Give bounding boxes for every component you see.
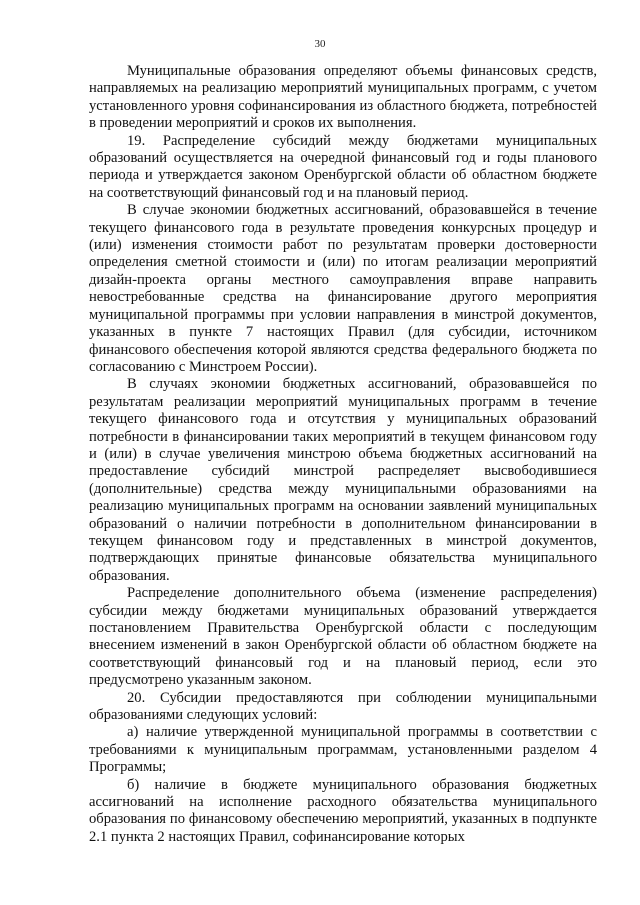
paragraph-additional-volume: Распределение дополнительного объема (изменение распределения) субсидии между бюджетами муниципальных образований утверждается постановлением Правительства Оренбургской области с последующим внесением изменений в закон Оренбургской области об областном бюджете на соответствующий финансовый год и на плановый период, если это предусмотрено указанным законом. [89,585,597,689]
paragraph-condition-a: а) наличие утвержденной муниципальной программы в соответствии с требованиями к муниципальным программам, установленными разделом 4 Программы; [89,724,597,776]
paragraph-savings-redistribution: В случаях экономии бюджетных ассигнований, образовавшейся по результатам реализации мероприятий муниципальных программ в течение текущего финансового года и отсутствия у муниципальных образований потребности в финансировании таких мероприятий в текущем финансовом году и (или) в случае увеличения минстрою объема бюджетных ассигнований на предоставление субсидий минстрой распределяет высвободившиеся (дополнительные) средства между муниципальными образованиями на реализацию муниципальных программ на основании заявлений муниципальных образований о наличии потребности в дополнительном финансировании в текущем финансовом году и представленных в минстрой документов, подтверждающих принятые финансовые обязательства муниципального образования. [89,376,597,584]
page-number: 30 [314,38,326,50]
paragraph-20-conditions: 20. Субсидии предоставляются при соблюдении муниципальными образованиями следующих условий: [89,689,597,724]
document-body [89,63,597,846]
paragraph-funding-volumes: Муниципальные образования определяют объемы финансовых средств, направляемых на реализацию мероприятий муниципальных программ, с учетом установленного уровня софинансирования из областного бюджета, потребностей в проведении мероприятий и сроков их выполнения. [89,63,597,132]
paragraph-19-distribution: 19. Распределение субсидий между бюджетами муниципальных образований осуществляется на очередной финансовый год и годы планового периода и утверждается законом Оренбургской области об областном бюджете на соответствующий финансовый год и на плановый период. [89,132,597,201]
paragraph-savings-redirect: В случае экономии бюджетных ассигнований, образовавшейся в течение текущего финансового года в результате проведения конкурсных процедур и (или) изменения стоимости работ по результатам проверки достоверности определения сметной стоимости и (или) по итогам реализации мероприятий дизайн-проекта органы местного самоуправления вправе направить невостребованные средства на финансирование другого мероприятия муниципальной программы при условии направления в минстрой документов, указанных в пункте 7 настоящих Правил (для субсидии, источником финансового обеспечения которой являются средства федерального бюджета по согласованию с Минстроем России). [89,202,597,375]
paragraph-condition-b: б) наличие в бюджете муниципального образования бюджетных ассигнований на исполнение расходного обязательства муниципального образования по финансовому обеспечению мероприятий, указанных в подпункте 2.1 пункта 2 настоящих Правил, софинансирование которых [89,776,597,845]
